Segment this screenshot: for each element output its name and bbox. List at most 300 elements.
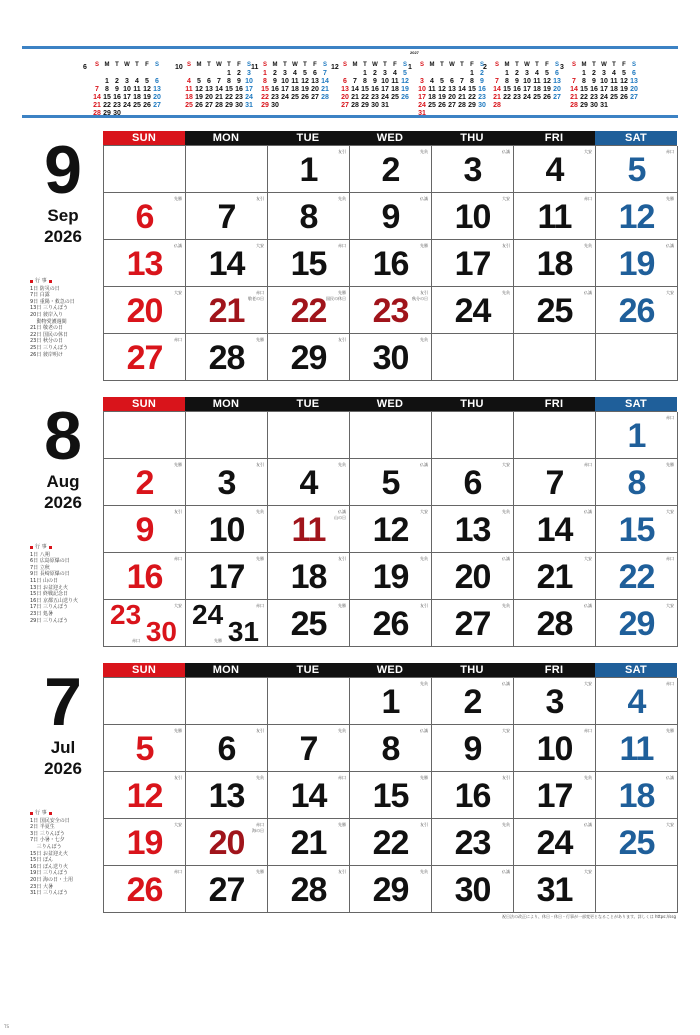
mini-day: 14 <box>351 86 359 93</box>
weekday-sun: SUN <box>103 131 185 145</box>
mini-day: 24 <box>281 94 289 101</box>
mini-weekday: T <box>515 62 519 68</box>
mini-day: 8 <box>470 78 474 85</box>
day-cell[interactable] <box>432 819 514 866</box>
day-number: 22 <box>372 824 409 862</box>
day-number: 26 <box>618 292 655 330</box>
day-cell[interactable] <box>596 240 678 287</box>
weekday-tue: TUE <box>267 397 349 411</box>
mini-day: 28 <box>493 102 501 109</box>
event-item: 7日 立秋 <box>30 564 50 571</box>
day-cell[interactable] <box>432 725 514 772</box>
rokuyo-label: 先負 <box>256 775 264 780</box>
weekday-sat: SAT <box>595 131 677 145</box>
day-cell[interactable] <box>104 287 186 334</box>
day-cell[interactable] <box>432 506 514 553</box>
mini-day: 21 <box>93 102 101 109</box>
mini-weekday: S <box>494 62 499 68</box>
day-number: 23 <box>110 599 142 630</box>
day-cell[interactable] <box>350 334 432 381</box>
day-number: 16 <box>372 245 409 283</box>
day-cell[interactable] <box>104 193 186 240</box>
day-cell[interactable] <box>268 678 350 725</box>
day-cell[interactable] <box>432 334 514 381</box>
day-cell[interactable] <box>186 725 268 772</box>
mini-weekday: M <box>429 62 435 68</box>
mini-day: 8 <box>505 78 509 85</box>
day-number: 13 <box>126 245 163 283</box>
mini-day: 21 <box>493 94 501 101</box>
rokuyo-label: 大安 <box>420 509 428 514</box>
day-number: 18 <box>290 558 327 596</box>
weekday-mon: MON <box>185 663 267 677</box>
rokuyo-label: 大安 <box>256 243 264 248</box>
bullet-icon <box>30 280 33 283</box>
day-cell[interactable] <box>104 146 186 193</box>
day-cell[interactable] <box>350 240 432 287</box>
mini-day: 11 <box>428 86 436 93</box>
mini-day <box>132 110 142 118</box>
day-cell[interactable] <box>104 678 186 725</box>
mini-day: 14 <box>321 78 329 85</box>
rokuyo-label: 大安 <box>174 290 182 295</box>
day-cell[interactable] <box>350 459 432 506</box>
mini-day <box>122 70 132 78</box>
day-cell[interactable] <box>104 459 186 506</box>
mini-day: 3 <box>283 70 287 77</box>
rokuyo-label: 先負 <box>502 603 510 608</box>
day-cell[interactable] <box>596 506 678 553</box>
day-cells <box>103 145 677 381</box>
day-cell[interactable] <box>596 678 678 725</box>
day-cell[interactable] <box>514 506 596 553</box>
day-cell[interactable] <box>432 240 514 287</box>
day-cell[interactable] <box>350 193 432 240</box>
day-cell[interactable] <box>104 412 186 459</box>
event-item: 20日 海の日・土用 <box>30 876 73 883</box>
mini-day: 31 <box>600 102 608 109</box>
day-cell[interactable] <box>514 459 596 506</box>
mini-day: 18 <box>533 86 541 93</box>
mini-calendar <box>251 62 332 110</box>
mini-day: 26 <box>301 94 309 101</box>
day-cell[interactable] <box>350 725 432 772</box>
day-cell[interactable] <box>268 240 350 287</box>
mini-day: 9 <box>515 78 519 85</box>
day-cell[interactable] <box>432 600 514 647</box>
mini-day <box>214 70 224 78</box>
day-cell[interactable] <box>350 287 432 334</box>
mini-day: 16 <box>371 86 379 93</box>
rokuyo-label: 仏滅 <box>502 556 510 561</box>
rokuyo-label: 友引 <box>256 196 264 201</box>
rokuyo-label: 大安 <box>174 603 182 608</box>
mini-weekday: S <box>631 62 636 68</box>
day-number: 12 <box>372 511 409 549</box>
mini-day: 7 <box>323 70 327 77</box>
mini-day: 25 <box>133 102 141 109</box>
day-cell[interactable] <box>514 819 596 866</box>
day-cell[interactable] <box>186 506 268 553</box>
day-cell[interactable] <box>186 459 268 506</box>
events-list <box>30 278 100 358</box>
day-cell[interactable] <box>432 459 514 506</box>
mini-day: 11 <box>291 78 299 85</box>
mini-day: 20 <box>553 86 561 93</box>
mini-weekday: S <box>479 62 484 68</box>
mini-day: 22 <box>225 94 233 101</box>
day-cell[interactable] <box>350 866 432 913</box>
event-item: 20日 彼岸入り <box>30 311 63 318</box>
day-cell[interactable] <box>268 866 350 913</box>
day-cell[interactable] <box>186 678 268 725</box>
day-cell[interactable] <box>268 459 350 506</box>
day-cell[interactable] <box>186 287 268 334</box>
rokuyo-label: 先勝 <box>256 869 264 874</box>
day-cell[interactable] <box>596 772 678 819</box>
day-cell[interactable] <box>104 772 186 819</box>
day-number: 25 <box>618 824 655 862</box>
day-cell[interactable] <box>186 193 268 240</box>
day-number: 2 <box>381 151 400 189</box>
mini-week <box>184 102 256 110</box>
day-number: 17 <box>208 558 245 596</box>
day-number: 2 <box>135 464 154 502</box>
mini-week <box>569 78 641 86</box>
mini-day: 15 <box>261 86 269 93</box>
rokuyo-label: 仏滅 <box>666 775 674 780</box>
day-number: 1 <box>381 683 400 721</box>
event-item: 動物愛護週間 <box>30 318 67 325</box>
day-cell[interactable] <box>268 193 350 240</box>
day-cell[interactable] <box>432 678 514 725</box>
mini-day: 8 <box>582 78 586 85</box>
day-number: 30 <box>372 339 409 377</box>
rokuyo-label: 先勝 <box>338 822 346 827</box>
day-cell[interactable] <box>596 725 678 772</box>
mini-day: 23 <box>235 94 243 101</box>
mini-week <box>260 70 332 78</box>
day-cell[interactable] <box>104 725 186 772</box>
day-cell[interactable] <box>186 772 268 819</box>
mini-calendars <box>83 50 652 117</box>
day-cell[interactable] <box>514 146 596 193</box>
mini-day <box>350 70 360 78</box>
weekday-sat: SAT <box>595 397 677 411</box>
mini-month-number: 3 <box>560 64 564 71</box>
day-cell[interactable] <box>268 725 350 772</box>
day-cell[interactable] <box>596 193 678 240</box>
mini-month-number: 6 <box>83 64 87 71</box>
day-cell[interactable] <box>514 772 596 819</box>
mini-day: 2 <box>115 78 119 85</box>
day-number: 31 <box>536 871 573 909</box>
rokuyo-label: 赤口 <box>584 196 592 201</box>
mini-day: 15 <box>103 94 111 101</box>
day-cell[interactable] <box>186 146 268 193</box>
day-cell[interactable] <box>350 772 432 819</box>
day-cell[interactable] <box>514 553 596 600</box>
mini-day: 27 <box>153 102 161 109</box>
mini-day: 3 <box>383 70 387 77</box>
rokuyo-label: 先負 <box>502 822 510 827</box>
mini-week <box>417 70 489 78</box>
day-cell[interactable] <box>596 287 678 334</box>
rokuyo-label: 友引 <box>174 775 182 780</box>
day-cell[interactable] <box>268 819 350 866</box>
day-cell[interactable] <box>514 678 596 725</box>
events-title-text: 行 事 <box>35 278 47 284</box>
mini-weekday: W <box>292 62 298 68</box>
event-item: 3日 三りんぼう <box>30 830 65 837</box>
day-cell[interactable] <box>514 193 596 240</box>
day-number: 7 <box>545 464 564 502</box>
day-cell[interactable] <box>350 600 432 647</box>
rokuyo-label: 大安 <box>502 462 510 467</box>
day-cell[interactable] <box>186 553 268 600</box>
mini-day: 11 <box>133 86 141 93</box>
mini-day <box>92 70 102 78</box>
event-item: 19日 三りんぼう <box>30 870 68 877</box>
day-cell[interactable] <box>104 240 186 287</box>
mini-weekday: T <box>207 62 211 68</box>
mini-day: 28 <box>215 102 223 109</box>
mini-month-number: 2 <box>483 64 487 71</box>
day-cell[interactable] <box>186 334 268 381</box>
mini-day: 6 <box>555 70 559 77</box>
day-number: 27 <box>126 339 163 377</box>
rokuyo-label: 仏滅 <box>502 869 510 874</box>
weekday-thu: THU <box>431 663 513 677</box>
events-list <box>30 544 100 624</box>
mini-day: 28 <box>93 110 101 117</box>
day-cell[interactable] <box>596 459 678 506</box>
mini-day: 21 <box>458 94 466 101</box>
day-number: 27 <box>454 605 491 643</box>
mini-day: 21 <box>215 94 223 101</box>
mini-weekday: T <box>535 62 539 68</box>
day-cell[interactable] <box>514 334 596 381</box>
mini-weekday: F <box>545 62 549 68</box>
day-cell[interactable] <box>514 287 596 334</box>
mini-day: 28 <box>458 102 466 109</box>
mini-weekday: F <box>313 62 317 68</box>
day-number: 9 <box>135 511 154 549</box>
mini-day: 8 <box>363 78 367 85</box>
event-item: 7日 小暑・七夕 <box>30 837 65 844</box>
day-cell[interactable] <box>350 553 432 600</box>
rokuyo-label: 先勝 <box>666 462 674 467</box>
weekday-fri: FRI <box>513 663 595 677</box>
weekday-sat: SAT <box>595 663 677 677</box>
mini-week <box>184 70 256 78</box>
event-item: 15日 お盆迎え火 <box>30 850 68 857</box>
event-item: 29日 三りんぼう <box>30 617 68 624</box>
day-cell[interactable] <box>350 146 432 193</box>
rokuyo-label: 大安 <box>174 822 182 827</box>
day-cell[interactable] <box>432 412 514 459</box>
mini-day: 5 <box>303 70 307 77</box>
mini-day: 14 <box>493 86 501 93</box>
day-number: 2 <box>463 683 482 721</box>
day-cell[interactable] <box>350 819 432 866</box>
day-cell[interactable] <box>104 600 186 647</box>
day-cell[interactable] <box>104 334 186 381</box>
mini-day: 25 <box>428 102 436 109</box>
day-number: 8 <box>299 198 318 236</box>
mini-weekday: S <box>322 62 327 68</box>
mini-day <box>629 102 639 110</box>
day-cell[interactable] <box>268 506 350 553</box>
mini-day <box>142 70 152 78</box>
mini-calendar <box>175 62 259 110</box>
rokuyo-label: 赤口 <box>256 822 264 827</box>
day-cell[interactable] <box>432 287 514 334</box>
mini-day: 13 <box>630 78 638 85</box>
day-cell[interactable] <box>268 334 350 381</box>
day-cell[interactable] <box>186 866 268 913</box>
day-number: 16 <box>454 777 491 815</box>
rokuyo-label: 先勝 <box>666 196 674 201</box>
day-cell[interactable] <box>596 412 678 459</box>
mini-day: 15 <box>503 86 511 93</box>
mini-day: 18 <box>391 86 399 93</box>
mini-weekday: M <box>272 62 278 68</box>
day-cell[interactable] <box>268 772 350 819</box>
day-cell[interactable] <box>596 146 678 193</box>
mini-day: 6 <box>155 78 159 85</box>
day-number: 8 <box>381 730 400 768</box>
day-cell[interactable] <box>268 600 350 647</box>
mini-day: 10 <box>245 78 253 85</box>
day-cell[interactable] <box>432 146 514 193</box>
day-cell[interactable] <box>514 240 596 287</box>
mini-calendar <box>408 62 489 118</box>
day-cell[interactable] <box>104 866 186 913</box>
mini-day <box>390 102 400 110</box>
day-cell[interactable] <box>350 412 432 459</box>
product-code: TS <box>4 1024 9 1029</box>
mini-day: 29 <box>261 102 269 109</box>
day-cell[interactable] <box>268 287 350 334</box>
mini-day: 30 <box>113 110 121 117</box>
mini-day: 29 <box>225 102 233 109</box>
day-number: 29 <box>618 605 655 643</box>
mini-day: 9 <box>273 78 277 85</box>
mini-day: 20 <box>205 94 213 101</box>
mini-weekday: M <box>581 62 587 68</box>
mini-day: 10 <box>123 86 131 93</box>
mini-day <box>569 70 579 78</box>
mini-day: 22 <box>103 102 111 109</box>
event-item: 2日 半夏生 <box>30 824 55 831</box>
day-cell[interactable] <box>268 146 350 193</box>
day-number: 3 <box>545 683 564 721</box>
day-cell[interactable] <box>596 553 678 600</box>
day-number: 4 <box>627 683 646 721</box>
day-cell[interactable] <box>596 334 678 381</box>
mini-day <box>122 110 132 118</box>
holiday-name: 国民の休日 <box>326 296 346 301</box>
day-cell[interactable] <box>104 506 186 553</box>
mini-week <box>92 70 164 78</box>
mini-day <box>437 70 447 78</box>
rokuyo-label: 大安 <box>584 556 592 561</box>
mini-day: 23 <box>513 94 521 101</box>
rokuyo-label: 友引 <box>338 869 346 874</box>
day-cell[interactable] <box>596 600 678 647</box>
mini-weekday: F <box>145 62 149 68</box>
rokuyo-label: 先負 <box>420 681 428 686</box>
rokuyo-label: 仏滅 <box>584 290 592 295</box>
mini-day: 24 <box>523 94 531 101</box>
mini-day: 12 <box>620 78 628 85</box>
mini-day: 26 <box>143 102 151 109</box>
day-cell[interactable] <box>432 866 514 913</box>
mini-day: 6 <box>632 70 636 77</box>
mini-weekday: F <box>393 62 397 68</box>
mini-weekday: T <box>303 62 307 68</box>
day-cell[interactable] <box>186 819 268 866</box>
rokuyo-label: 友引 <box>420 290 428 295</box>
events-list <box>30 810 100 897</box>
mini-day: 29 <box>468 102 476 109</box>
day-cell[interactable] <box>432 553 514 600</box>
mini-day: 30 <box>478 102 486 109</box>
mini-day: 23 <box>371 94 379 101</box>
day-cell[interactable] <box>596 866 678 913</box>
rokuyo-label: 先勝 <box>174 462 182 467</box>
mini-weekday: W <box>449 62 455 68</box>
day-cell[interactable] <box>432 772 514 819</box>
mini-week <box>492 94 564 102</box>
day-cell[interactable] <box>432 193 514 240</box>
day-cell[interactable] <box>514 412 596 459</box>
day-cell[interactable] <box>514 866 596 913</box>
day-number: 23 <box>372 292 409 330</box>
mini-day <box>184 70 194 78</box>
day-number: 25 <box>536 292 573 330</box>
day-cell[interactable] <box>104 819 186 866</box>
mini-day: 11 <box>185 86 193 93</box>
day-cell[interactable] <box>514 600 596 647</box>
day-cell[interactable] <box>350 506 432 553</box>
day-number: 18 <box>618 777 655 815</box>
mini-day: 14 <box>570 86 578 93</box>
mini-day: 23 <box>590 94 598 101</box>
day-cell[interactable] <box>350 678 432 725</box>
mini-weekday: F <box>622 62 626 68</box>
day-cell[interactable] <box>268 412 350 459</box>
day-number: 21 <box>536 558 573 596</box>
rokuyo-label: 友引 <box>502 775 510 780</box>
mini-day: 13 <box>553 78 561 85</box>
mini-day: 7 <box>460 78 464 85</box>
day-cell[interactable] <box>596 819 678 866</box>
day-number: 14 <box>290 777 327 815</box>
events-title <box>30 278 100 285</box>
day-cell[interactable] <box>514 725 596 772</box>
day-cell[interactable] <box>186 240 268 287</box>
mini-day: 13 <box>311 78 319 85</box>
calendar-grid <box>103 397 677 647</box>
day-number: 10 <box>454 198 491 236</box>
day-cell[interactable] <box>186 600 268 647</box>
day-cell[interactable] <box>268 553 350 600</box>
day-cell[interactable] <box>186 412 268 459</box>
day-number: 28 <box>208 339 245 377</box>
day-cell[interactable] <box>104 553 186 600</box>
